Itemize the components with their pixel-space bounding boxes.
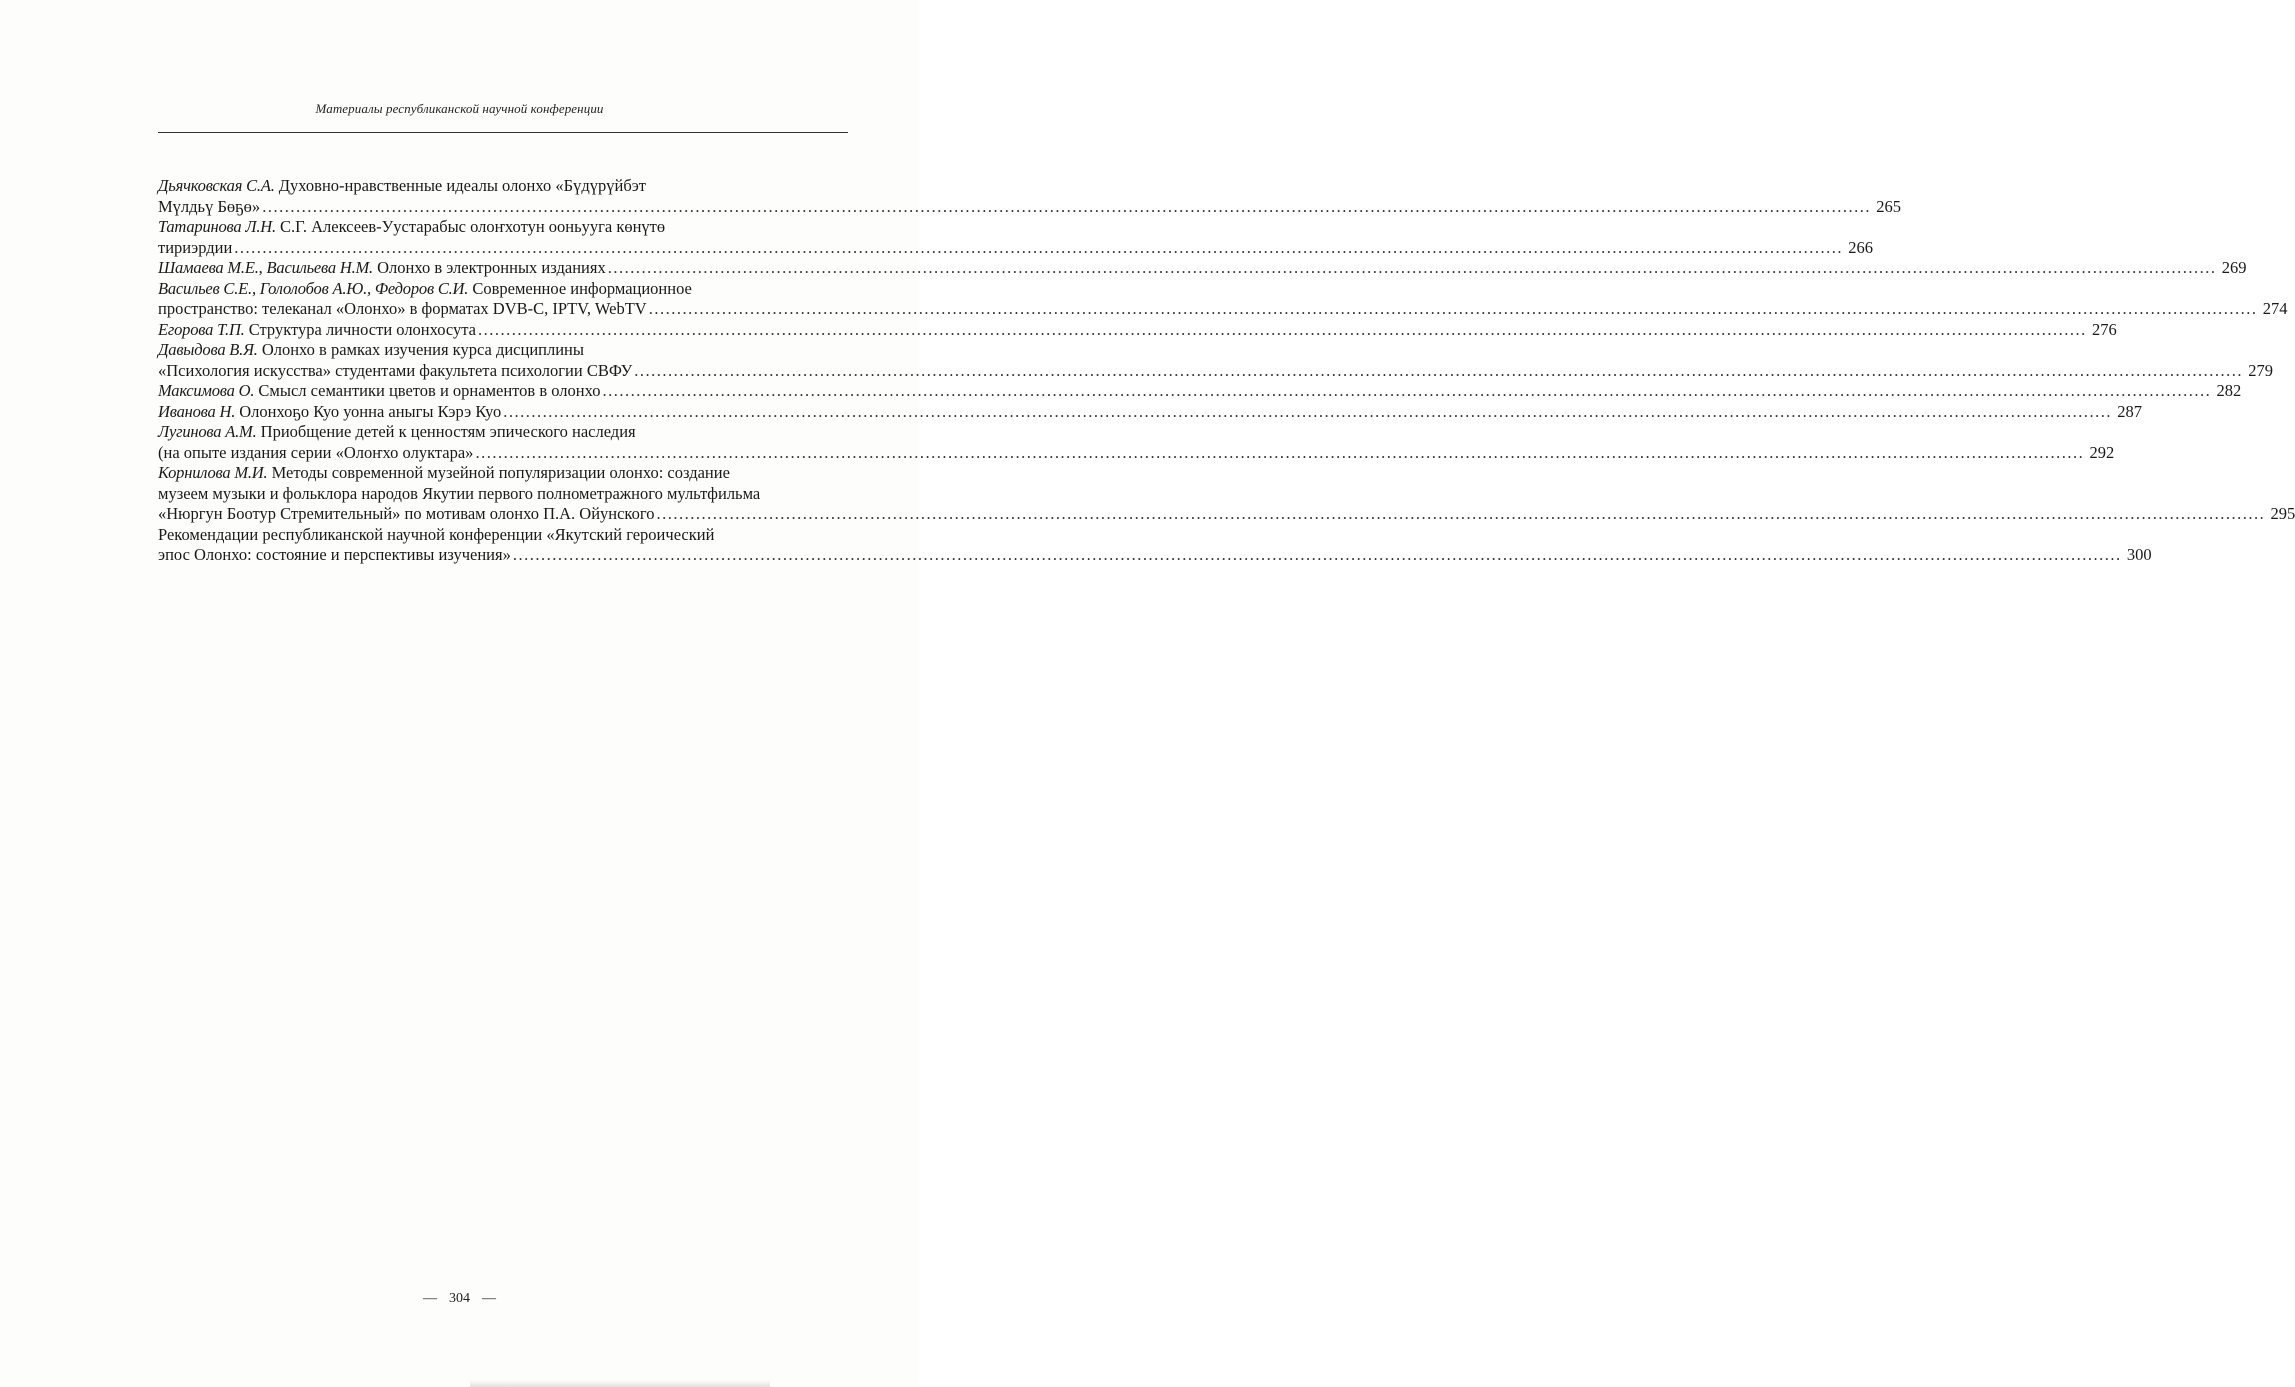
toc-entry-title-continued: «Психология искусства» студентами факультета психологии СВФУ [158, 360, 633, 380]
toc-entry [158, 258, 2247, 279]
toc-entry-title-continued: «Нюргун Боотур Стремительный» по мотивам олонхо П.А. Ойунского [158, 504, 655, 523]
toc-entry-title: Смысл семантики цветов и орнаментов в олонхо [254, 381, 601, 400]
toc-entry-title-continued: музеем музыки и фольклора народов Якутии первого полнометражного мультфильма [158, 483, 761, 503]
toc-entry [158, 217, 1874, 258]
toc-entry-title-continued: эпос Олонхо: состояние и перспективы изучения» [158, 545, 511, 564]
toc-entry-page: 269 [2221, 258, 2247, 277]
table-of-contents [158, 176, 2295, 566]
dot-leader [503, 402, 2112, 423]
dot-leader [656, 504, 2265, 525]
dot-leader [634, 361, 2243, 382]
toc-entry-title: Олонхо в рамках изучения курса дисциплины [257, 340, 584, 359]
dot-leader [649, 299, 2258, 320]
toc-entry-page: 266 [1848, 237, 1874, 257]
toc-entry-title-continued: тириэрдии [158, 237, 233, 257]
toc-entry-author: Егорова Т.П. [158, 319, 245, 339]
dot-leader [262, 197, 1871, 218]
toc-entry-page: 282 [2216, 381, 2242, 400]
dot-leader [475, 443, 2084, 464]
dot-leader [513, 545, 2122, 566]
header-rule [158, 132, 848, 133]
toc-entry-title-continued: (на опыте издания серии «Олоҥхо олуктара» [158, 442, 474, 462]
toc-entry-author: Дьячковская С.А. [158, 176, 275, 195]
toc-entry [158, 176, 1901, 217]
footer-dash-right: — [482, 1291, 496, 1306]
toc-entry-author: Максимова О. [158, 381, 255, 400]
toc-entry [158, 381, 2242, 402]
toc-entry-title: Приобщение детей к ценностям эпического наследия [256, 422, 636, 441]
toc-entry-title: Рекомендации республиканской научной конференции «Якутский героический [158, 524, 715, 544]
toc-entry-page: 287 [2117, 401, 2142, 421]
toc-entry [158, 340, 2274, 381]
toc-entry-title-continued: пространство: телеканал «Олонхо» в форматах DVB-C, IPTV, WebTV [158, 299, 647, 318]
toc-entry [158, 524, 2152, 566]
dot-leader [478, 320, 2087, 341]
toc-entry [158, 422, 2115, 463]
toc-entry-author: Васильев С.Е., Гололобов А.Ю., Федоров С.И. [158, 278, 469, 298]
toc-entry-title: Методы современной музейной популяризации олонхо: создание [267, 463, 730, 482]
toc-entry-title: Современное информационное [468, 278, 692, 298]
toc-entry-page: 300 [2126, 545, 2152, 564]
toc-entry-title: Олонхоҕо Куо уонна аныгы Кэрэ Куо [235, 401, 502, 421]
toc-entry-author: Иванова Н. [158, 401, 236, 421]
dot-leader [608, 258, 2217, 279]
page-number: 304 [449, 1291, 470, 1306]
toc-entry-title: Олонхо в электронных изданиях [372, 258, 606, 277]
toc-entry-page: 265 [1876, 196, 1901, 216]
toc-entry-author: Корнилова М.И. [158, 463, 268, 482]
scan-edge-shadow [470, 1380, 770, 1387]
toc-entry-title: С.Г. Алексеев-Уустарабыс олоҥхотун ооньууга көнүтө [275, 217, 666, 236]
footer-dash-left: — [423, 1291, 437, 1306]
toc-entry [158, 401, 2142, 423]
toc-entry-title: Духовно-нравственные идеалы олонхо «Бүдүрүйбэт [274, 176, 647, 195]
toc-entry [158, 463, 2295, 525]
toc-entry-author: Шамаева М.Е., Васильева Н.М. [158, 258, 373, 277]
toc-entry-page: 276 [2092, 319, 2117, 339]
toc-entry [158, 278, 2288, 320]
toc-entry-title: Структура личности олонхосута [244, 319, 477, 339]
running-header: Материалы республиканской научной конференции [315, 101, 604, 116]
toc-entry-author: Татаринова Л.Н. [158, 217, 276, 236]
toc-entry-title-continued: Мүлдьү Бөҕө» [158, 196, 261, 216]
toc-entry-page: 279 [2248, 360, 2274, 380]
toc-entry-page: 295 [2270, 504, 2295, 523]
toc-entry-page: 292 [2089, 442, 2115, 462]
toc-entry-author: Давыдова В.Я. [158, 340, 258, 359]
dot-leader [234, 238, 1843, 259]
toc-entry-author: Лугинова А.М. [158, 422, 257, 441]
toc-entry [158, 319, 2117, 341]
toc-entry-page: 274 [2262, 299, 2288, 318]
page-footer [0, 1291, 919, 1307]
dot-leader [602, 381, 2211, 402]
